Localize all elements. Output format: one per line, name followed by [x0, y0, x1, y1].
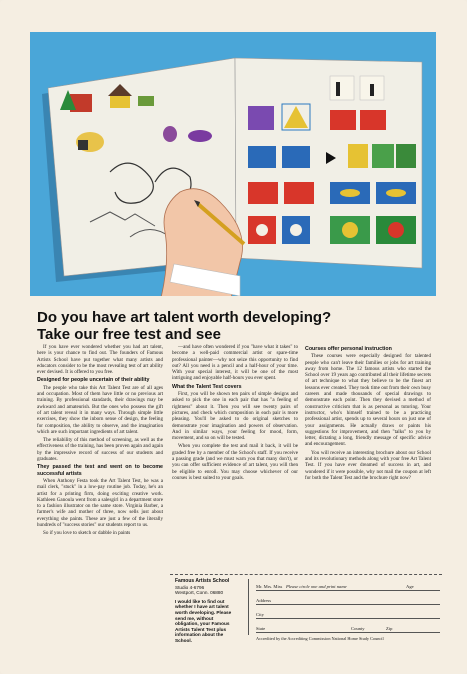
subheading: What the Talent Test covers	[172, 383, 242, 390]
address-field-label: Address	[256, 598, 272, 603]
coupon-address-block	[175, 579, 233, 644]
zip-field-label: Zip	[386, 626, 393, 631]
name-field-label: Mr. Mrs. Miss	[256, 584, 283, 589]
address-field[interactable]	[256, 593, 440, 605]
headline-line-2: Take our free test and see	[37, 326, 221, 343]
paragraph: When you complete the test and mail it back, it will be graded free by a member of the School's staff. If you receive a passing grade (and we must warn you that many don't), or you can offer sufficient evidence of art talent, you will then be eligible to enroll. You may choose whichever of our courses is best suited to your goals.	[172, 443, 298, 481]
headline-line-1: Do you have art talent worth developing?	[37, 309, 332, 326]
subheading: Courses offer personal instruction	[305, 346, 392, 352]
city-field-label: City	[256, 612, 264, 617]
illustration-talent-test-booklet	[30, 32, 436, 296]
coupon-request-text: I would like to find out whether I have art talent worth developing. Please send me, without obligation, your Famous Artists Talent Test plus information about the School.	[175, 598, 232, 643]
paragraph: The people who take this Art Talent Test are of all ages and occupation. Most of them have little or no previous art training. By professional standards, their drawings may be awkward and amateurish. But the ones who possess the gift of art talent reveal it in many ways. Through simple little exercises, they show the inborn sense of design, the feeling for composition, the ability to observe, and the imagination which are such important ingredients of art talent.	[37, 384, 163, 435]
accreditation-note: Accredited by the Accrediting Commission National Home Study Council	[256, 636, 384, 641]
paragraph: If you have ever wondered whether you had art talent, here is your chance to find out. The founders of Famous Artists School have put together what many artists and educators consider to be the most revealing test of art ability ever devised. It is offered to you free.	[37, 344, 163, 376]
paragraph: You will receive an interesting brochure about our School and its revolutionary methods along with your free Art Talent Test. If you have ever dreamed of success in art, and wondered if it were possible, why not mail the coupon at left for both the Talent Test and the brochure right now?	[305, 449, 431, 481]
paragraph: The reliability of this method of screening, as well as the effectiveness of the training, has been proven again and again by the impressive record of success of our students and graduates.	[37, 437, 163, 463]
coupon-studio: Studio 4-6796	[175, 584, 205, 590]
state-field-label: State	[256, 626, 266, 631]
paragraph: First, you will be shown ten pairs of simple designs and asked to pick the one in each pair that has "a feeling of rightness" about it. Then you will see twenty pairs of pictures, and check which composition in each pair is more pleasing. You'll be asked to do original sketches to demonstrate your imagination and powers of observation. And in similar ways, your feeling for mood, form, movement, and so on will be tested.	[172, 391, 298, 442]
coupon-city: Westport, Conn. 06880	[175, 590, 224, 596]
text-column-2	[172, 344, 298, 483]
mail-coupon[interactable]	[170, 574, 442, 641]
subheading: Designed for people uncertain of their ability	[37, 377, 150, 384]
paragraph: These courses were especially designed for talented people who can't leave their families or jobs for art training away from home. The 12 famous artists who started the School over 19 years ago contributed all their lifetime secrets of art technique to what they believe to be the finest art lessons ever created. They took time out from their own busy careers and made thousands of special drawings to demonstrate each point. Then they devised a method of constructive criticism that is as personal as tutoring. Your instructor, who's himself trained to be a practicing professional artist, spends up to several hours on just one of your assignments. He actually draws or paints his suggestions for improvement, and then "talks" to you by letter, dictating a long, friendly message of specific advice and encouragement.	[305, 353, 431, 448]
coupon-school-name: Famous Artists School	[175, 578, 230, 584]
paragraph: When Anthony Festa took the Art Talent Test, he was a mail clerk, "stuck" in a low-pay routine job. Today, he's an artist for a printing firm, doing exciting creative work. Kathleen Ganoula went from a salesgirl in a department store to a fashion illustrator on the same store. Virginia Barber, a farmer's wife and mother of three, now sells just about everything she paints. These are just a few of the literally hundreds of "success stories" our students report to us.	[37, 477, 163, 529]
name-field[interactable]	[256, 579, 440, 591]
coupon-form	[256, 579, 440, 635]
text-column-1	[37, 344, 163, 539]
coupon-divider	[248, 579, 249, 635]
county-field-label: County	[351, 626, 365, 631]
paragraph: So if you love to sketch or dabble in paints	[43, 530, 131, 537]
text-column-3	[305, 344, 431, 483]
state-county-zip-field[interactable]	[256, 621, 440, 633]
booklet-drawing	[30, 32, 436, 296]
headline	[37, 309, 437, 343]
name-field-hint: Please circle one and print name	[286, 584, 347, 589]
subheading: They passed the test and went on to become successful artists	[37, 464, 163, 477]
paragraph: —and have often wondered if you "have what it takes" to become a well-paid commercial artist or spare-time professional painter—why not seize this opportunity to find out? All you need is a pencil and a half-hour of your time. With your special interest, it will be one of the most intriguing and enjoyable half-hours you ever spent.	[172, 344, 298, 382]
city-field[interactable]	[256, 607, 440, 619]
age-field-label: Age	[406, 584, 414, 589]
